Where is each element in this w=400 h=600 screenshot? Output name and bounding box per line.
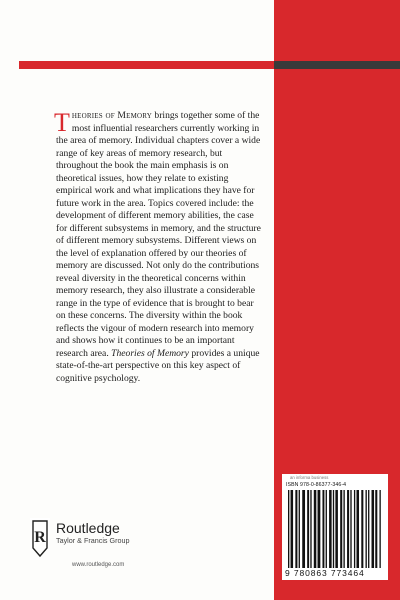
drop-cap: T	[54, 108, 70, 137]
barcode-bar	[379, 490, 380, 568]
barcode-digits: 9 780863 773464	[285, 568, 365, 578]
barcode-bar	[350, 490, 351, 568]
isbn-label: ISBN 978-0-86377-346-4	[286, 482, 347, 488]
publisher-group: Taylor & Francis Group	[56, 536, 130, 545]
barcode-bar	[333, 490, 334, 568]
publisher-name: Routledge	[56, 520, 120, 536]
book-title-lead: heories of Memory	[71, 110, 153, 121]
publisher-block	[56, 520, 130, 546]
barcode-bar	[340, 490, 342, 568]
blurb-text: brings together some of the most influential researchers currently working in the area of memory. Individual chapters cover a wide range of key areas of memory research, but throughout the book the main emphasis is on theoretical issues, how they relate to existing empirical work and what implications they have for future work in the area. Topics covered include: the development of different memory abilities, the case for different subsystems in memory, and the structure of different memory subsystems. Different views on the level of explanation offered by our theories of memory are discussed. Not only do the contributions reveal diversity in the theoretical concerns within memory research, they also illustrate a considerable range in the type of evidence that is brought to bear on these concerns. The diversity within the book reflects the vigour of modern research into memory and shows how it continues to be an important research area.	[56, 110, 261, 359]
barcode-bar	[299, 490, 300, 568]
barcode-bar	[329, 490, 332, 568]
barcode-bar	[375, 490, 377, 568]
barcode-bar	[347, 490, 349, 568]
barcode-bar	[291, 490, 294, 568]
barcode-bar	[372, 490, 375, 568]
barcode-bar	[288, 490, 289, 568]
informa-note: an informa business	[290, 475, 329, 480]
back-cover-blurb	[56, 110, 262, 385]
top-red-band	[19, 61, 274, 69]
barcode-panel	[282, 474, 388, 580]
barcode-bar	[343, 490, 344, 568]
barcode-bar	[361, 490, 363, 568]
barcode-bar	[326, 490, 327, 568]
barcode-bar	[307, 490, 309, 568]
barcode-bar	[335, 490, 338, 568]
barcode-bar	[368, 490, 369, 568]
barcode-bar	[310, 490, 311, 568]
barcode-bars	[286, 490, 384, 568]
spine-dark-stripe	[274, 61, 400, 69]
barcode-bar	[295, 490, 297, 568]
barcode-bar	[356, 490, 359, 568]
routledge-r-logo-icon	[30, 518, 50, 560]
barcode-bar	[318, 490, 321, 568]
barcode-bar	[354, 490, 355, 568]
publisher-url: www.routledge.com	[72, 562, 125, 568]
barcode-bar	[302, 490, 305, 568]
barcode-bar	[366, 490, 367, 568]
barcode-bar	[314, 490, 317, 568]
book-title-italic: Theories of Memory	[111, 347, 189, 359]
blurb-text-end: provides a unique state-of-the-art perspective on this key aspect of cognitive psychology.	[56, 347, 260, 384]
svg-text:R: R	[34, 529, 46, 546]
barcode-bar	[322, 490, 324, 568]
